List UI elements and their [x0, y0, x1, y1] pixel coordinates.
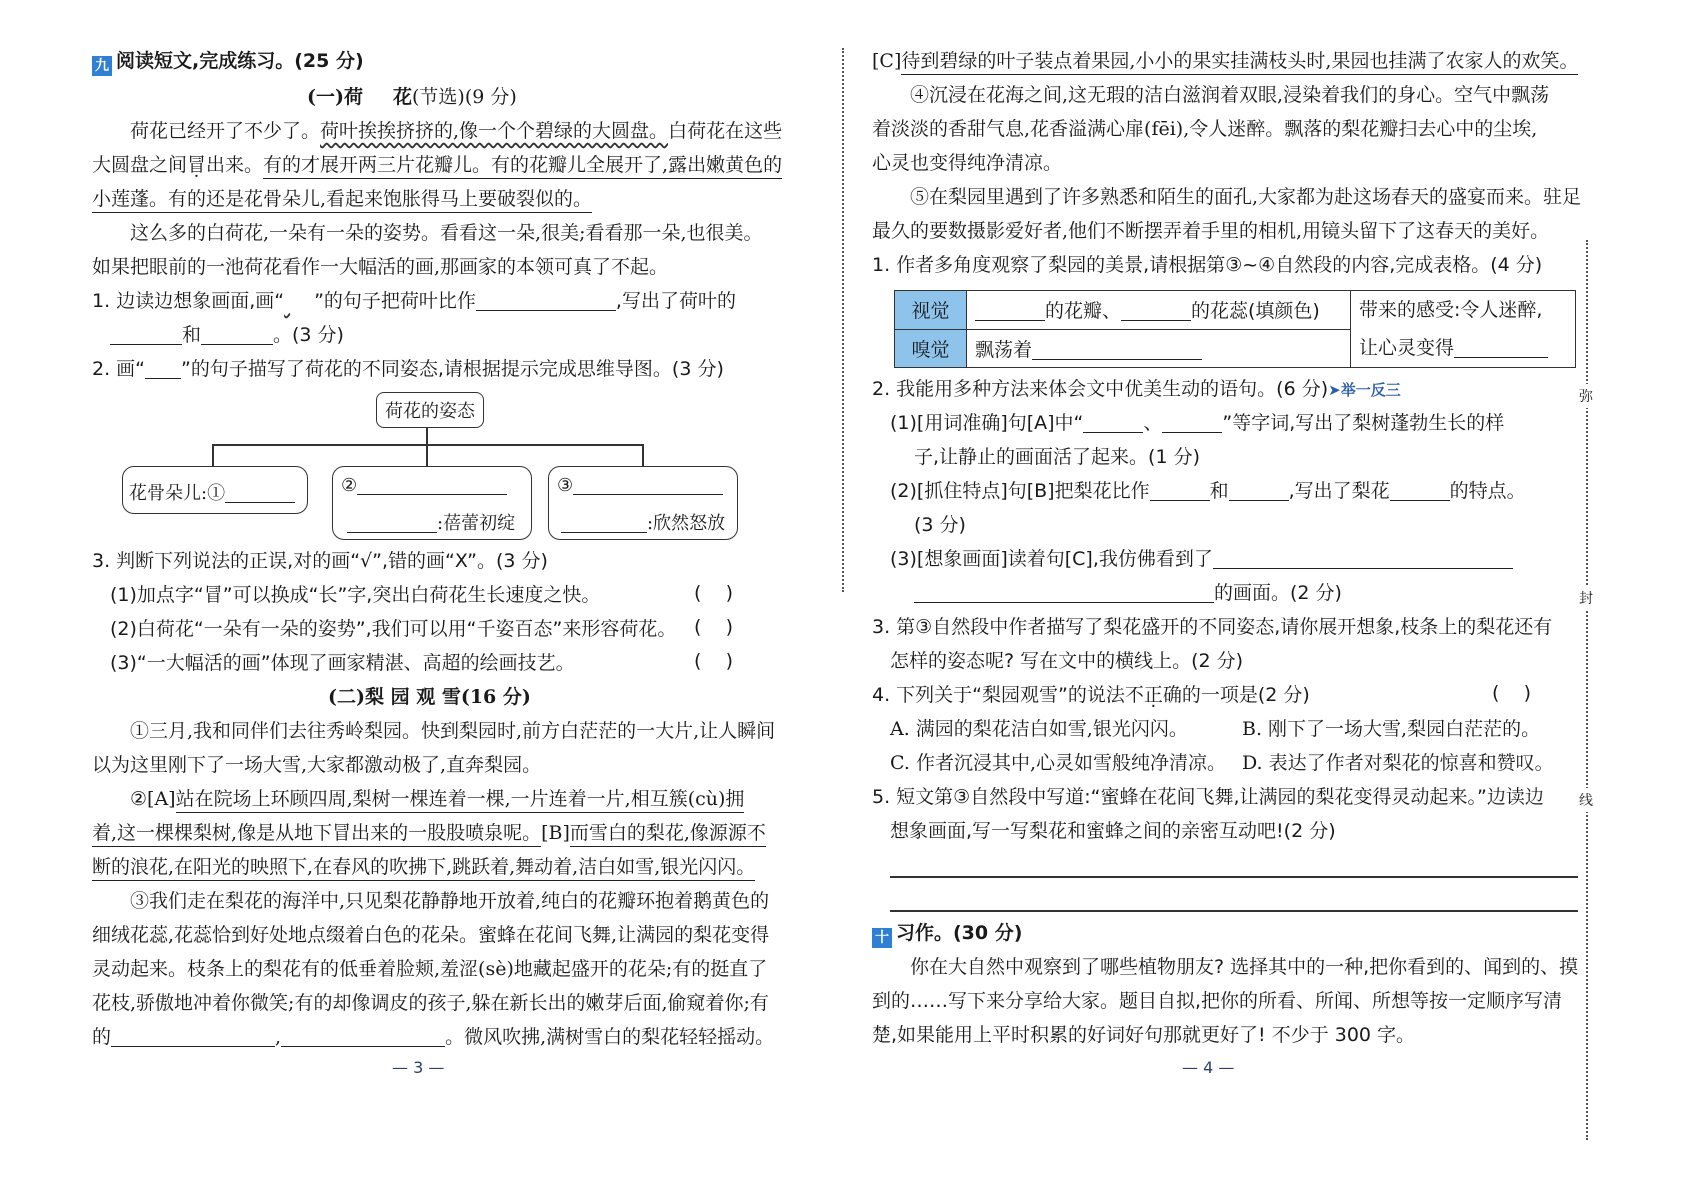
- mind-map-node-1: 花骨朵儿:①: [122, 466, 308, 514]
- question-1: 1. 边读边想象画面,画“ ”的句子把荷叶比作 ,写出了荷叶的: [92, 290, 736, 312]
- observation-table: [894, 290, 1576, 368]
- answer-blank[interactable]: [1229, 481, 1289, 501]
- answer-blank[interactable]: [476, 291, 616, 311]
- passage-2-line: 心灵也变得纯净清凉。: [872, 152, 1063, 174]
- passage-2-line: 着,这一棵棵梨树,像是从地下冒出来的一股股喷泉呢。[B]而雪白的梨花,像源源不: [92, 820, 766, 846]
- question-2-sub-1-cont: 子,让静止的画面活了起来。(1 分): [914, 446, 1200, 468]
- connector: [426, 444, 428, 466]
- section-9-badge: 九: [92, 56, 112, 76]
- passage-2-line: 着淡淡的香甜气息,花香溢满心扉(fēi),令人迷醉。飘落的梨花瓣扫去心中的尘埃,: [872, 118, 1538, 140]
- passage-1-line: 如果把眼前的一池荷花看作一大幅活的画,那画家的本领可真了不起。: [92, 256, 669, 278]
- answer-blank[interactable]: [111, 1027, 275, 1047]
- answer-blank[interactable]: [561, 513, 647, 533]
- essay-prompt-line: 楚,如果能用上平时积累的好词好句那就更好了! 不少于 300 字。: [872, 1024, 1416, 1046]
- table-header-smell: 嗅觉: [895, 329, 967, 368]
- answer-blank[interactable]: [1083, 413, 1143, 433]
- question-5-cont: 想象画面,写一写梨花和蜜蜂之间的亲密互动吧!(2 分): [890, 820, 1336, 842]
- answer-blank[interactable]: [281, 1027, 445, 1047]
- answer-line[interactable]: [890, 876, 1578, 878]
- mind-map-node-2: ② :蓓蕾初绽: [332, 466, 532, 540]
- page-number: — 4 —: [1182, 1058, 1235, 1077]
- table-cell-feeling: 带来的感受:令人迷醉, 让心灵变得: [1351, 291, 1576, 368]
- question-2: 2. 画“ ”的句子描写了荷花的不同姿态,请根据提示完成思维导图。(3 分): [92, 358, 724, 380]
- answer-paren[interactable]: ( ): [694, 650, 733, 672]
- dotted-emphasis: 不正确: [1124, 684, 1182, 706]
- option-a[interactable]: A. 满园的梨花洁白如雪,银光闪闪。: [890, 718, 1188, 740]
- underlined-sentence-a: 站在院场上环顾四周,梨树一棵连着一棵,一片连着一片,相互簇(cù)拥: [176, 788, 745, 813]
- page-number: — 3 —: [392, 1058, 445, 1077]
- question-2-sub-2: (2)[抓住特点]句[B]把梨花比作 和 ,写出了梨花 的特点。: [890, 480, 1526, 502]
- margin-label: 线: [1579, 788, 1593, 812]
- table-cell: 的花瓣、 的花蕊(填颜色): [967, 291, 1351, 330]
- essay-prompt-line: 你在大自然中观察到了哪些植物朋友? 选择其中的一种,把你看到的、闻到的、摸: [910, 956, 1579, 978]
- question-3: 3. 第③自然段中作者描写了梨花盛开的不同姿态,请你展开想象,枝条上的梨花还有: [872, 616, 1553, 638]
- answer-blank[interactable]: [1121, 301, 1191, 321]
- practice-tag: ➤举一反三: [1328, 381, 1401, 399]
- underlined-sentence-c: 待到碧绿的叶子装点着果园,小小的果实挂满枝头时,果园也挂满了农家人的欢笑。: [901, 50, 1578, 75]
- answer-blank[interactable]: [1390, 481, 1450, 501]
- passage-1-title: (一)荷 花(节选)(9 分): [307, 86, 517, 108]
- passage-2-line: 灵动起来。枝条上的梨花有的低垂着脸颊,羞涩(sè)地藏起盛开的花朵;有的挺直了: [92, 958, 768, 980]
- question-2: 2. 我能用多种方法来体会文中优美生动的语句。(6 分)➤举一反三: [872, 378, 1401, 400]
- question-2-sub-3-cont: 的画面。(2 分): [914, 580, 1342, 606]
- answer-line[interactable]: [890, 910, 1578, 912]
- passage-1-line: 这么多的白荷花,一朵有一朵的姿势。看看这一朵,很美;看看那一朵,也很美。: [130, 222, 763, 244]
- passage-2-line: 花枝,骄傲地冲着你微笑;有的却像调皮的孩子,躲在新长出的嫩芽后面,偷窥着你;有: [92, 992, 769, 1014]
- passage-2-line: [92, 854, 755, 880]
- answer-blank[interactable]: [357, 475, 507, 495]
- question-5: 5. 短文第③自然段中写道:“蜜蜂在花间飞舞,让满园的梨花变得灵动起来。”边读边: [872, 786, 1544, 808]
- mind-map-root: 荷花的姿态: [376, 392, 484, 428]
- section-9-heading: 九 阅读短文,完成练习。(25 分): [92, 48, 364, 76]
- answer-blank[interactable]: [1032, 340, 1202, 360]
- passage-2-line: ⑤在梨园里遇到了许多熟悉和陌生的面孔,大家都为赴这场春天的盛宴而来。驻足: [910, 186, 1582, 208]
- dotted-char: 冒: [187, 154, 207, 176]
- essay-prompt-line: 到的……写下来分享给大家。题目自拟,把你的所看、所闻、所想等按一定顺序写清: [872, 990, 1563, 1012]
- question-2-sub-3: (3)[想象画面]读着句[C],我仿佛看到了: [890, 546, 1513, 572]
- connector: [212, 444, 214, 466]
- answer-blank[interactable]: [1150, 481, 1210, 501]
- section-10-heading: 十 习作。(30 分): [872, 920, 1022, 948]
- connector: [642, 444, 644, 466]
- passage-1-line: [92, 186, 592, 212]
- wavy-mark: [284, 288, 314, 314]
- sentence-c: [C]待到碧绿的叶子装点着果园,小小的果实挂满枝头时,果园也挂满了农家人的欢笑。: [872, 48, 1578, 74]
- answer-paren[interactable]: ( ): [694, 616, 733, 638]
- underlined-sentence-b: 断的浪花,在阳光的映照下,在春风的吹拂下,跳跃着,舞动着,洁白如雪,银光闪闪。: [92, 856, 755, 881]
- passage-2-line: 最久的要数摄影爱好者,他们不断摆弄着手里的相机,用镜头留下了这春天的美好。: [872, 220, 1550, 242]
- answer-blank[interactable]: [201, 325, 273, 345]
- answer-blank[interactable]: [1213, 549, 1513, 569]
- underlined-sentence: 小莲蓬。有的还是花骨朵儿,看起来饱胀得马上要破裂似的。: [92, 188, 592, 213]
- answer-blank[interactable]: [914, 583, 1214, 603]
- binding-line: [1586, 240, 1588, 1140]
- passage-2-line: 的 , 。微风吹拂,满树雪白的梨花轻轻摇动。: [92, 1026, 775, 1048]
- margin-label: 封: [1579, 586, 1593, 610]
- answer-blank[interactable]: [975, 301, 1045, 321]
- passage-2-line: 细绒花蕊,花蕊恰到好处地点缀着白色的花朵。蜜蜂在花间飞舞,让满园的梨花变得: [92, 924, 770, 946]
- option-b[interactable]: B. 刚下了一场大雪,梨园白茫茫的。: [1242, 718, 1541, 740]
- question-2-sub-2-cont: (3 分): [914, 514, 966, 536]
- passage-1-line: 荷花已经开了不少了。荷叶挨挨挤挤的,像一个个碧绿的大圆盘。白荷花在这些: [130, 120, 783, 142]
- underlined-sentence: 有的才展开两三片花瓣儿。有的花瓣儿全展开了,露出嫩黄色的: [263, 154, 782, 179]
- answer-blank[interactable]: [1162, 413, 1222, 433]
- question-2-sub-1: (1)[用词准确]句[A]中“ 、 ”等字词,写出了梨树蓬勃生长的样: [890, 412, 1505, 434]
- question-3: 3. 判断下列说法的正误,对的画“√”,错的画“X”。(3 分): [92, 550, 548, 572]
- passage-2-line: ③我们走在梨花的海洋中,只见梨花静静地开放着,纯白的花瓣环抱着鹅黄色的: [130, 890, 770, 912]
- option-d[interactable]: D. 表达了作者对梨花的惊喜和赞叹。: [1242, 752, 1554, 774]
- mind-map-node-3: ③ :欣然怒放: [548, 466, 738, 540]
- connector: [426, 428, 428, 444]
- margin-label: 弥: [1579, 384, 1593, 408]
- answer-blank[interactable]: [347, 513, 437, 533]
- answer-paren[interactable]: ( ): [1492, 682, 1531, 704]
- answer-blank[interactable]: [110, 325, 182, 345]
- table-cell: 飘荡着: [967, 329, 1351, 368]
- wavy-underlined-sentence: 荷叶挨挨挤挤的,像一个个碧绿的大圆盘。: [320, 120, 669, 142]
- underline-mark: [145, 359, 181, 379]
- option-c[interactable]: C. 作者沉浸其中,心灵如雪般纯净清凉。: [890, 752, 1226, 774]
- question-3-item-3: (3)“一大幅活的画”体现了画家精湛、高超的绘画技艺。: [110, 652, 575, 674]
- question-1: 1. 作者多角度观察了梨园的美景,请根据第③~④自然段的内容,完成表格。(4 分): [872, 254, 1543, 276]
- question-3-cont: 怎样的姿态呢? 写在文中的横线上。(2 分): [890, 650, 1244, 672]
- answer-paren[interactable]: ( ): [694, 582, 733, 604]
- passage-2-line: ②[A]站在院场上环顾四周,梨树一棵连着一棵,一片连着一片,相互簇(cù)拥: [92, 786, 744, 812]
- passage-2-line: ④沉浸在花海之间,这无瑕的洁白滋润着双眼,浸染着我们的身心。空气中飘荡: [910, 84, 1550, 106]
- passage-2-title: (二)梨 园 观 雪(16 分): [328, 686, 531, 708]
- passage-2-line: 以为这里刚下了一场大雪,大家都激动极了,直奔梨园。: [92, 754, 542, 776]
- underlined-sentence-a: 着,这一棵棵梨树,像是从地下冒出来的一股股喷泉呢。: [92, 822, 541, 847]
- table-header-sight: 视觉: [895, 291, 967, 330]
- section-10-badge: 十: [872, 928, 892, 948]
- question-4: 4. 下列关于“梨园观雪”的说法不正确的一项是(2 分): [872, 684, 1310, 706]
- answer-blank[interactable]: [573, 475, 723, 495]
- passage-1-line: 大圆盘之间冒出来。有的才展开两三片花瓣儿。有的花瓣儿全展开了,露出嫩黄色的: [92, 152, 782, 178]
- answer-blank[interactable]: [225, 483, 295, 503]
- passage-2-line: ①三月,我和同伴们去往秀岭梨园。快到梨园时,前方白茫茫的一大片,让人瞬间: [130, 720, 776, 742]
- question-3-item-1: (1)加点字“冒”可以换成“长”字,突出白荷花生长速度之快。: [110, 584, 601, 606]
- answer-blank[interactable]: [1454, 338, 1548, 358]
- underlined-sentence-b: 而雪白的梨花,像源源不: [570, 822, 766, 847]
- page-divider: [842, 48, 844, 592]
- question-3-item-2: (2)白荷花“一朵有一朵的姿势”,我们可以用“千姿百态”来形容荷花。: [110, 618, 677, 640]
- question-1-cont: 和 。(3 分): [110, 322, 344, 348]
